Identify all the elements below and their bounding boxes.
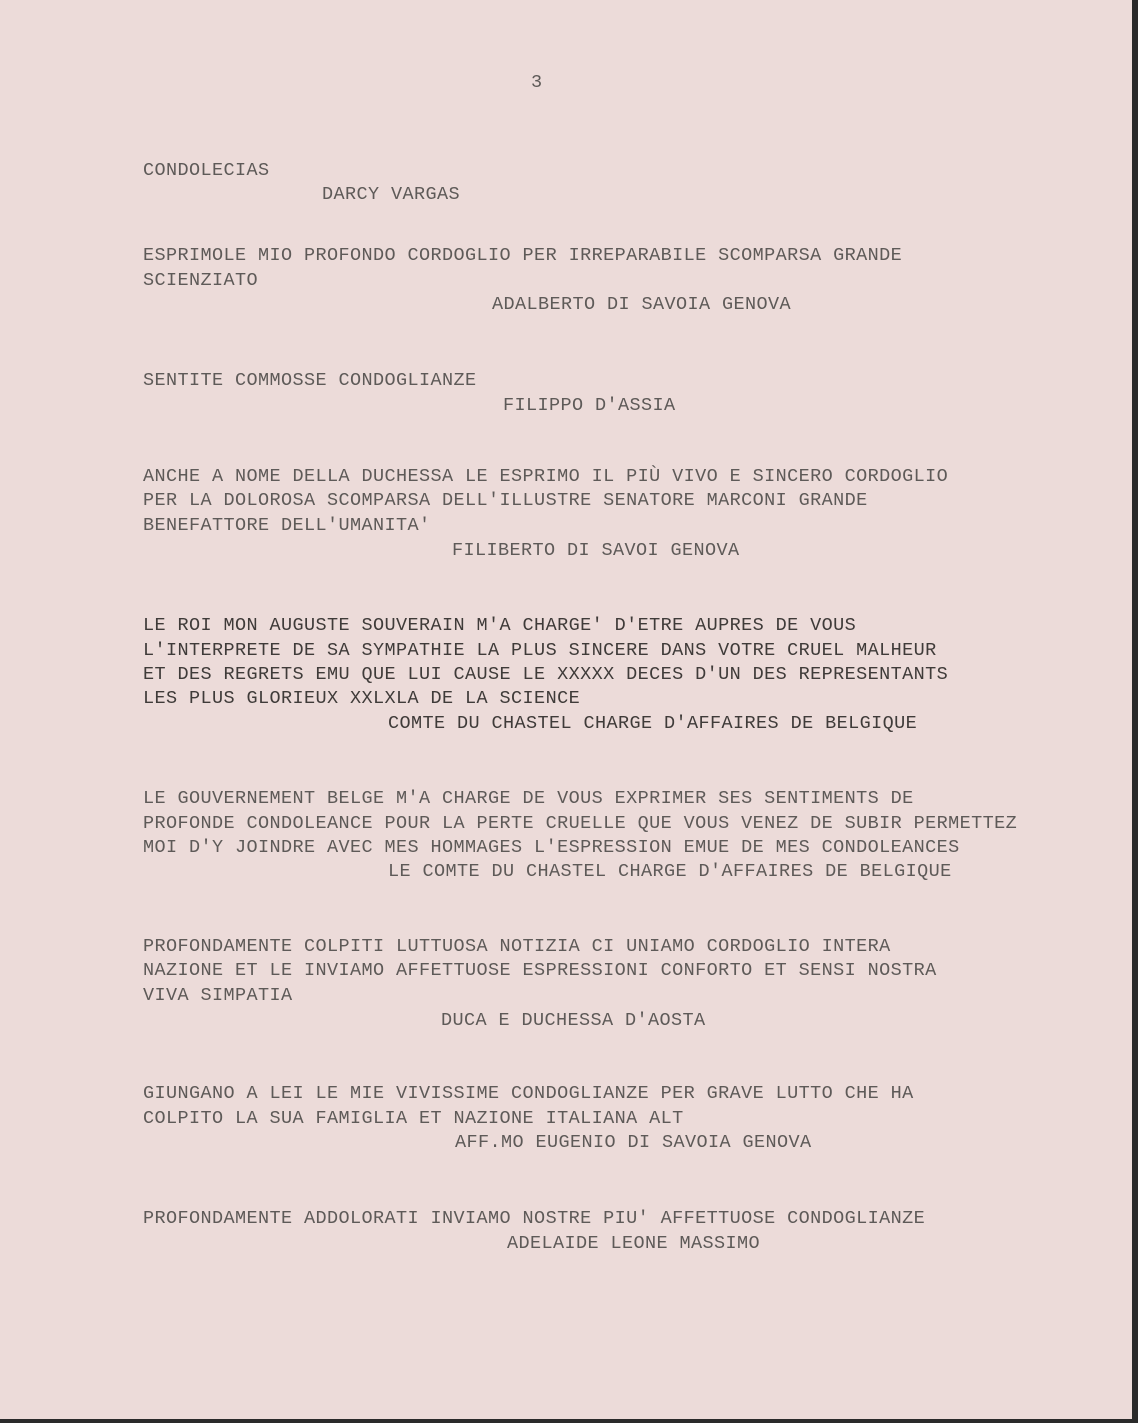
message-line: PER LA DOLOROSA SCOMPARSA DELL'ILLUSTRE SENATORE MARCONI GRANDE bbox=[143, 490, 868, 511]
heading: CONDOLECIAS bbox=[143, 160, 270, 181]
message-line: PROFONDE CONDOLEANCE POUR LA PERTE CRUELLE QUE VOUS VENEZ DE SUBIR PERMETTEZ bbox=[143, 813, 1018, 834]
message-line: GIUNGANO A LEI LE MIE VIVISSIME CONDOGLIANZE PER GRAVE LUTTO CHE HA bbox=[143, 1083, 914, 1104]
heading-name: DARCY VARGAS bbox=[322, 184, 461, 205]
message-signature: DUCA E DUCHESSA D'AOSTA bbox=[441, 1010, 706, 1031]
message-line: ESPRIMOLE MIO PROFONDO CORDOGLIO PER IRREPARABILE SCOMPARSA GRANDE bbox=[143, 245, 903, 266]
message-line: L'INTERPRETE DE SA SYMPATHIE LA PLUS SINCERE DANS VOTRE CRUEL MALHEUR bbox=[143, 640, 937, 661]
message-line: SCIENZIATO bbox=[143, 270, 259, 291]
message-line: LE ROI MON AUGUSTE SOUVERAIN M'A CHARGE' D'ETRE AUPRES DE VOUS bbox=[143, 615, 857, 636]
message-line: VIVA SIMPATIA bbox=[143, 985, 293, 1006]
message-line: PROFONDAMENTE ADDOLORATI INVIAMO NOSTRE PIU' AFFETTUOSE CONDOGLIANZE bbox=[143, 1208, 926, 1229]
message-line: ET DES REGRETS EMU QUE LUI CAUSE LE XXXXX DECES D'UN DES REPRESENTANTS bbox=[143, 664, 949, 685]
message-line: LE GOUVERNEMENT BELGE M'A CHARGE DE VOUS EXPRIMER SES SENTIMENTS DE bbox=[143, 788, 914, 809]
page-number: 3 bbox=[531, 72, 543, 93]
message-signature: ADELAIDE LEONE MASSIMO bbox=[507, 1233, 761, 1254]
message-signature: ADALBERTO DI SAVOIA GENOVA bbox=[492, 294, 792, 315]
message-signature: LE COMTE DU CHASTEL CHARGE D'AFFAIRES DE BELGIQUE bbox=[388, 861, 952, 882]
message-line: SENTITE COMMOSSE CONDOGLIANZE bbox=[143, 370, 477, 391]
message-line: MOI D'Y JOINDRE AVEC MES HOMMAGES L'ESPRESSION EMUE DE MES CONDOLEANCES bbox=[143, 837, 960, 858]
message-line: NAZIONE ET LE INVIAMO AFFETTUOSE ESPRESSIONI CONFORTO ET SENSI NOSTRA bbox=[143, 960, 937, 981]
message-signature: AFF.MO EUGENIO DI SAVOIA GENOVA bbox=[455, 1132, 812, 1153]
message-line: COLPITO LA SUA FAMIGLIA ET NAZIONE ITALIANA ALT bbox=[143, 1108, 684, 1129]
message-line: LES PLUS GLORIEUX XXLXLA DE LA SCIENCE bbox=[143, 688, 581, 709]
message-signature: FILIBERTO DI SAVOI GENOVA bbox=[452, 540, 740, 561]
message-line: ANCHE A NOME DELLA DUCHESSA LE ESPRIMO IL PIÙ VIVO E SINCERO CORDOGLIO bbox=[143, 466, 949, 487]
message-line: BENEFATTORE DELL'UMANITA' bbox=[143, 515, 431, 536]
message-signature: COMTE DU CHASTEL CHARGE D'AFFAIRES DE BELGIQUE bbox=[388, 713, 918, 734]
message-signature: FILIPPO D'ASSIA bbox=[503, 395, 676, 416]
message-line: PROFONDAMENTE COLPITI LUTTUOSA NOTIZIA CI UNIAMO CORDOGLIO INTERA bbox=[143, 936, 891, 957]
